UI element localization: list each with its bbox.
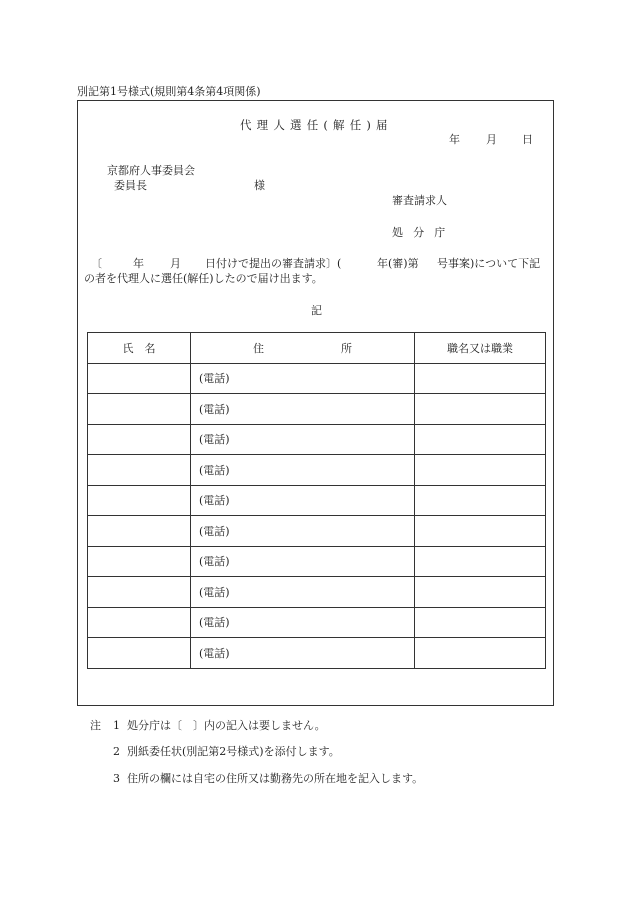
note-2-text: 別紙委任状(別記第2号様式)を添付します。	[127, 745, 340, 758]
cell-address[interactable]: (電話)	[191, 516, 415, 547]
cell-address[interactable]: (電話)	[191, 455, 415, 486]
body-line-1-part-3: 月	[170, 257, 181, 270]
cell-name[interactable]	[88, 394, 191, 425]
date-year-label: 年	[449, 133, 460, 146]
cell-occupation[interactable]	[415, 516, 546, 547]
cell-name[interactable]	[88, 577, 191, 608]
cell-address[interactable]: (電話)	[191, 424, 415, 455]
cell-address[interactable]: (電話)	[191, 394, 415, 425]
addressee-org: 京都府人事委員会	[107, 164, 195, 177]
notes-label: 注	[90, 719, 101, 732]
body-line-1-part-4: 日付けで提出の審査請求〕(	[205, 257, 342, 270]
agency-label: 処 分 庁	[392, 226, 449, 239]
note-1-number: 1	[113, 719, 120, 732]
body-line-1-part-6: 号事案)について下記	[437, 257, 541, 270]
date-day-label: 日	[522, 133, 533, 146]
addressee-role: 委員長	[114, 179, 147, 192]
table-row	[88, 363, 546, 394]
body-line-1-part-5: 年(審)第	[377, 257, 419, 270]
cell-name[interactable]	[88, 424, 191, 455]
table-row	[88, 577, 546, 608]
header-name: 氏 名	[88, 333, 191, 364]
representative-table	[87, 332, 546, 669]
body-line-1-part-1: 〔	[91, 257, 102, 270]
table-row	[88, 424, 546, 455]
cell-address[interactable]: (電話)	[191, 363, 415, 394]
table-row	[88, 516, 546, 547]
table-row	[88, 455, 546, 486]
ki-label: 記	[311, 304, 322, 317]
note-2-number: 2	[113, 745, 120, 758]
applicant-label: 審査請求人	[392, 194, 447, 207]
cell-occupation[interactable]	[415, 363, 546, 394]
cell-occupation[interactable]	[415, 607, 546, 638]
table-row	[88, 607, 546, 638]
cell-occupation[interactable]	[415, 577, 546, 608]
note-3-text: 住所の欄には自宅の住所又は勤務先の所在地を記入します。	[127, 772, 424, 785]
cell-name[interactable]	[88, 455, 191, 486]
cell-name[interactable]	[88, 638, 191, 669]
cell-occupation[interactable]	[415, 485, 546, 516]
table-header-row	[88, 333, 546, 364]
cell-name[interactable]	[88, 363, 191, 394]
table-row	[88, 546, 546, 577]
table-row	[88, 485, 546, 516]
cell-occupation[interactable]	[415, 455, 546, 486]
addressee-honorific: 様	[254, 179, 265, 192]
cell-occupation[interactable]	[415, 638, 546, 669]
cell-address[interactable]: (電話)	[191, 577, 415, 608]
cell-name[interactable]	[88, 546, 191, 577]
form-title: 代理人選任(解任)届	[240, 118, 393, 132]
body-line-2: の者を代理人に選任(解任)したので届け出ます。	[84, 272, 323, 285]
note-1-text: 処分庁は〔 〕内の記入は要しません。	[127, 719, 326, 732]
note-3-number: 3	[113, 772, 120, 785]
date-month-label: 月	[486, 133, 497, 146]
cell-name[interactable]	[88, 607, 191, 638]
cell-occupation[interactable]	[415, 424, 546, 455]
table-row	[88, 394, 546, 425]
cell-address[interactable]: (電話)	[191, 638, 415, 669]
cell-address[interactable]: (電話)	[191, 607, 415, 638]
header-address: 住 所	[191, 333, 415, 364]
form-reference: 別記第1号様式(規則第4条第4項関係)	[77, 85, 261, 98]
header-occupation: 職名又は職業	[415, 333, 546, 364]
cell-address[interactable]: (電話)	[191, 546, 415, 577]
cell-name[interactable]	[88, 516, 191, 547]
cell-address[interactable]: (電話)	[191, 485, 415, 516]
body-line-1-part-2: 年	[133, 257, 144, 270]
cell-occupation[interactable]	[415, 394, 546, 425]
cell-name[interactable]	[88, 485, 191, 516]
cell-occupation[interactable]	[415, 546, 546, 577]
table-row	[88, 638, 546, 669]
